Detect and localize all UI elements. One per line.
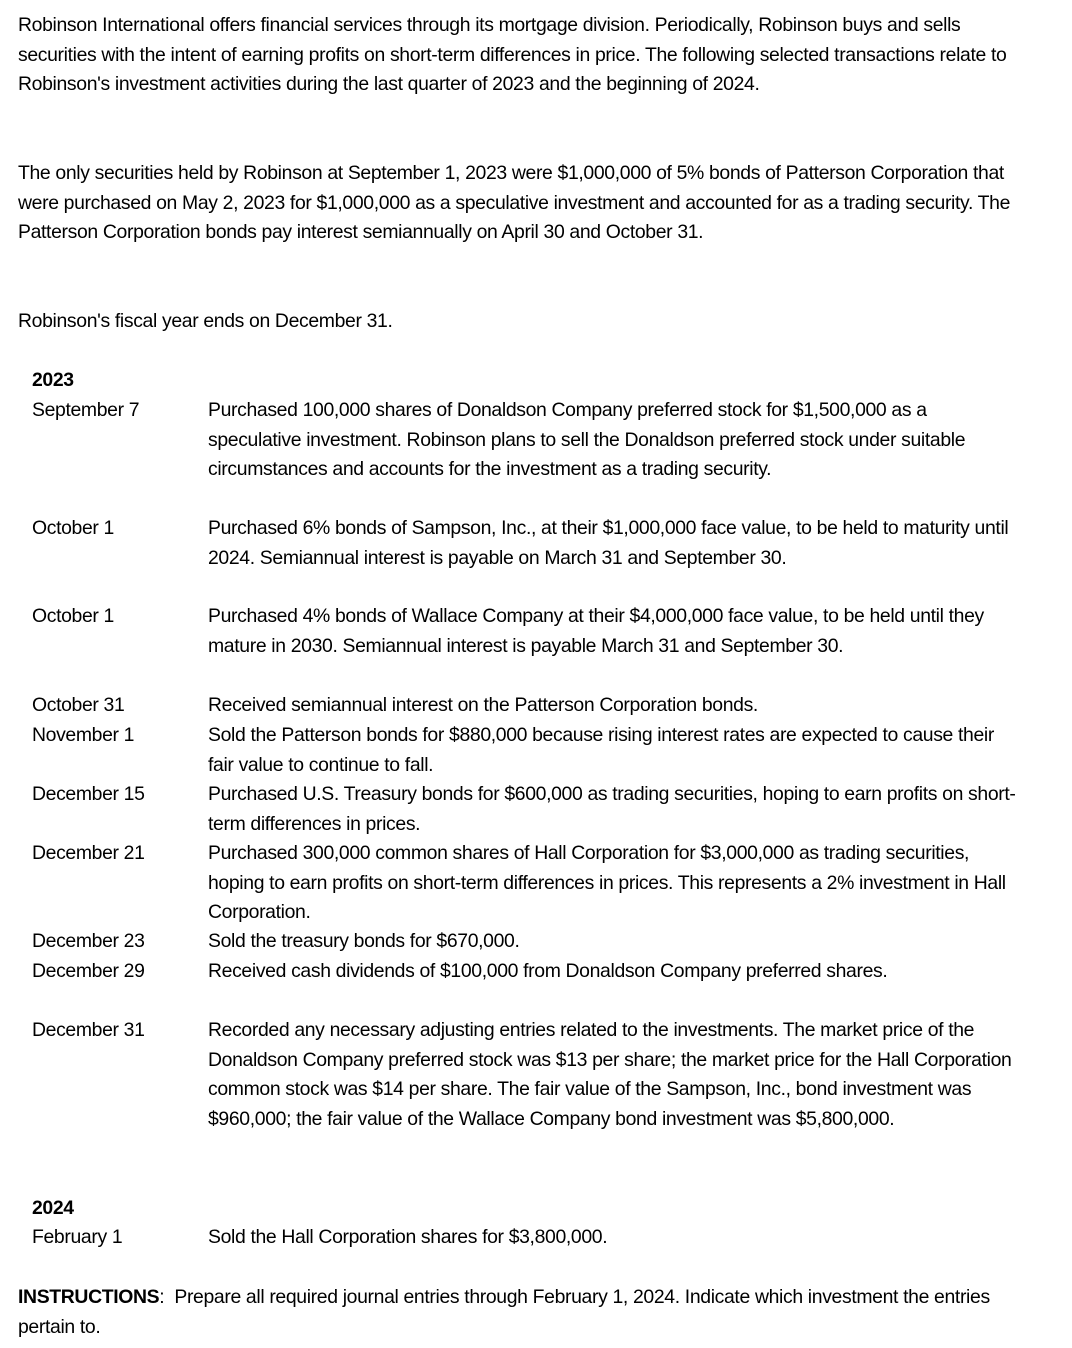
transaction-date: December 29	[32, 960, 145, 982]
transaction-date: October 31	[32, 694, 125, 716]
transaction-date: December 21	[32, 842, 145, 864]
transaction-description: Purchased 100,000 shares of Donaldson Company preferred stock for $1,500,000 as a speculative investment. Robinson plans to sell the Donaldson preferred stock under suitable circumstances and accounts for the investment as a trading security.	[208, 399, 966, 481]
transaction-date: October 1	[32, 517, 114, 539]
securities-held-paragraph: The only securities held by Robinson at September 1, 2023 were $1,000,000 of 5% bonds of Patterson Corporation that were purchased on May 2, 2023 for $1,000,000 as a speculative investment and accounted for as a trading security. The Patterson Corporation bonds pay interest semiannually on April 30 and October 31.	[18, 162, 1011, 244]
transaction-date: December 23	[32, 930, 145, 952]
transaction-description: Sold the treasury bonds for $670,000.	[208, 930, 520, 952]
transaction-description: Sold the Patterson bonds for $880,000 because rising interest rates are expected to cause their fair value to continue to fall.	[208, 724, 994, 776]
transaction-description: Received semiannual interest on the Patterson Corporation bonds.	[208, 694, 758, 716]
instructions-label: INSTRUCTIONS	[18, 1286, 160, 1308]
transaction-description: Sold the Hall Corporation shares for $3,800,000.	[208, 1226, 608, 1248]
transaction-description: Received cash dividends of $100,000 from Donaldson Company preferred shares.	[208, 960, 888, 982]
transaction-date: October 1	[32, 605, 114, 627]
transaction-description: Purchased 300,000 common shares of Hall Corporation for $3,000,000 as trading securities, hoping to earn profits on short-term differences in prices. This represents a 2% investment in Hall Corporation.	[208, 842, 1006, 924]
transaction-date: December 31	[32, 1019, 145, 1041]
instructions-separator: :	[159, 1286, 175, 1308]
transaction-date: September 7	[32, 399, 140, 421]
transaction-description: Recorded any necessary adjusting entries related to the investments. The market price of the Donaldson Company preferred stock was $13 per share; the market price for the Hall Corporation common stock was $14 per share. The fair value of the Sampson, Inc., bond investment was $960,000; the fair value of the Wallace Company bond investment was $5,800,000.	[208, 1019, 1012, 1130]
transaction-date: December 15	[32, 783, 145, 805]
transaction-date: February 1	[32, 1226, 123, 1248]
intro-paragraph: Robinson International offers financial services through its mortgage division. Periodically, Robinson buys and sells securities with the intent of earning profits on short-term differences in price. The following selected transactions relate to Robinson's investment activities during the last quarter of 2023 and the beginning of 2024.	[18, 14, 1007, 96]
year-heading-2023: 2023	[32, 369, 74, 391]
fiscal-year-paragraph: Robinson's fiscal year ends on December 31.	[18, 310, 393, 332]
year-heading-2024: 2024	[32, 1197, 74, 1219]
transaction-date: November 1	[32, 724, 135, 746]
instructions-text: Prepare all required journal entries through February 1, 2024. Indicate which investment the entries pertain to.	[18, 1286, 990, 1338]
transaction-description: Purchased 4% bonds of Wallace Company at their $4,000,000 face value, to be held until they mature in 2030. Semiannual interest is payable March 31 and September 30.	[208, 605, 984, 657]
transaction-description: Purchased 6% bonds of Sampson, Inc., at their $1,000,000 face value, to be held to maturity until 2024. Semiannual interest is payable on March 31 and September 30.	[208, 517, 1009, 569]
instructions	[18, 1283, 1018, 1342]
transaction-description: Purchased U.S. Treasury bonds for $600,000 as trading securities, hoping to earn profits on short-term differences in prices.	[208, 783, 1016, 835]
